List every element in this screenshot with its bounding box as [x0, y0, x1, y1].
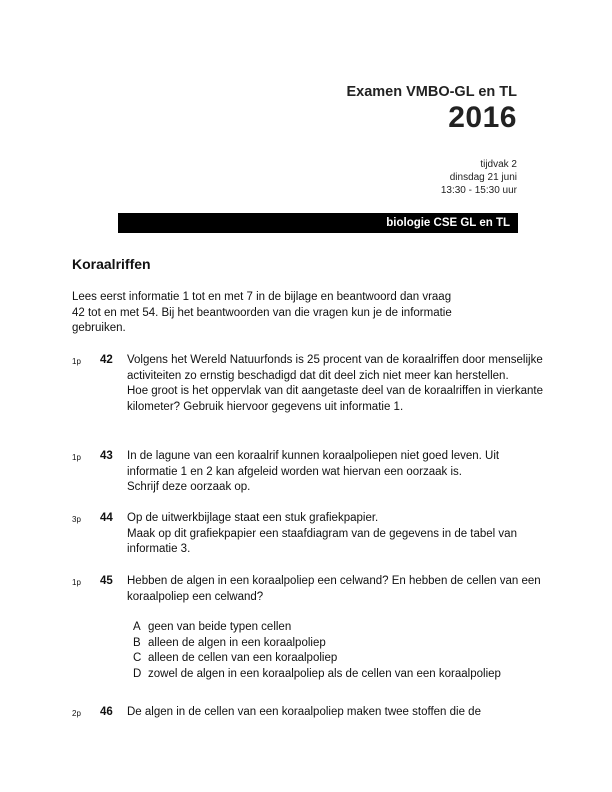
question-text: Volgens het Wereld Natuurfonds is 25 procent van de koraalriffen door menselijke activiteiten zo ernstig beschadigd dat dit deel zich niet meer kan herstellen.: [127, 354, 543, 382]
question-text: De algen in de cellen van een koraalpoliep maken twee stoffen die de: [127, 706, 481, 718]
exam-time: 13:30 - 15:30 uur: [440, 185, 517, 196]
option-text: geen van beide typen cellen: [148, 621, 292, 633]
option-letter: B: [133, 636, 141, 649]
question-number: 43: [100, 450, 113, 462]
option-text: alleen de cellen van een koraalpoliep: [148, 652, 338, 664]
question-number: 44: [100, 512, 113, 524]
option-text: alleen de algen in een koraalpoliep: [148, 636, 326, 649]
question-points: 3p: [72, 515, 81, 524]
subject-bar: biologie CSE GL en TL: [118, 213, 518, 233]
exam-date: dinsdag 21 juni: [449, 172, 517, 183]
option-letter: C: [133, 652, 142, 664]
question-body: [127, 511, 547, 558]
question-text: Hoe groot is het oppervlak van dit aangetaste deel van de koraalriffen in vierkante kilometer? Gebruik hiervoor gegevens uit informatie 1.: [127, 385, 543, 413]
question-points: 1p: [72, 453, 81, 462]
exam-schedule: [441, 158, 517, 197]
question-body: [127, 705, 547, 721]
question-points: 1p: [72, 578, 81, 587]
answer-option-d: [133, 667, 547, 683]
option-letter: D: [133, 667, 142, 680]
question-text: Hebben de algen in een koraalpoliep een celwand? En hebben de cellen van een koraalpoliep een celwand?: [127, 575, 541, 603]
question-text: Schrijf deze oorzaak op.: [127, 481, 251, 493]
question-number: 42: [100, 354, 113, 366]
exam-title: Examen VMBO-GL en TL: [346, 84, 517, 100]
question-body: [127, 574, 547, 682]
question-number: 46: [100, 706, 113, 718]
answer-option-c: [133, 651, 547, 667]
question-text: In de lagune van een koraalrif kunnen koraalpoliepen niet goed leven. Uit informatie 1 en 2 kan afgeleid worden wat hiervan een oorzaak is.: [127, 450, 500, 478]
option-text: zowel de algen in een koraalpoliep als de cellen van een koraalpoliep: [148, 667, 501, 680]
question-text: Op de uitwerkbijlage staat een stuk grafiekpapier.: [127, 512, 379, 524]
question-points: 1p: [72, 357, 81, 366]
section-intro: Lees eerst informatie 1 tot en met 7 in de bijlage en beantwoord dan vraag 42 tot en met 54. Bij het beantwoorden van die vragen kun je de informatie gebruiken.: [72, 291, 452, 334]
question-body: [127, 449, 547, 496]
answer-option-a: [133, 620, 547, 636]
question-text: Maak op dit grafiekpapier een staafdiagram van de gegevens in de tabel van informatie 3.: [127, 527, 517, 555]
exam-year: 2016: [448, 101, 517, 134]
question-body: [127, 353, 547, 415]
answer-options: [127, 620, 547, 682]
section-title: Koraalriffen: [72, 256, 151, 272]
option-letter: A: [133, 621, 141, 633]
question-points: 2p: [72, 709, 81, 718]
answer-option-b: [133, 636, 547, 652]
question-number: 45: [100, 575, 113, 587]
tijdvak: tijdvak 2: [480, 159, 517, 170]
